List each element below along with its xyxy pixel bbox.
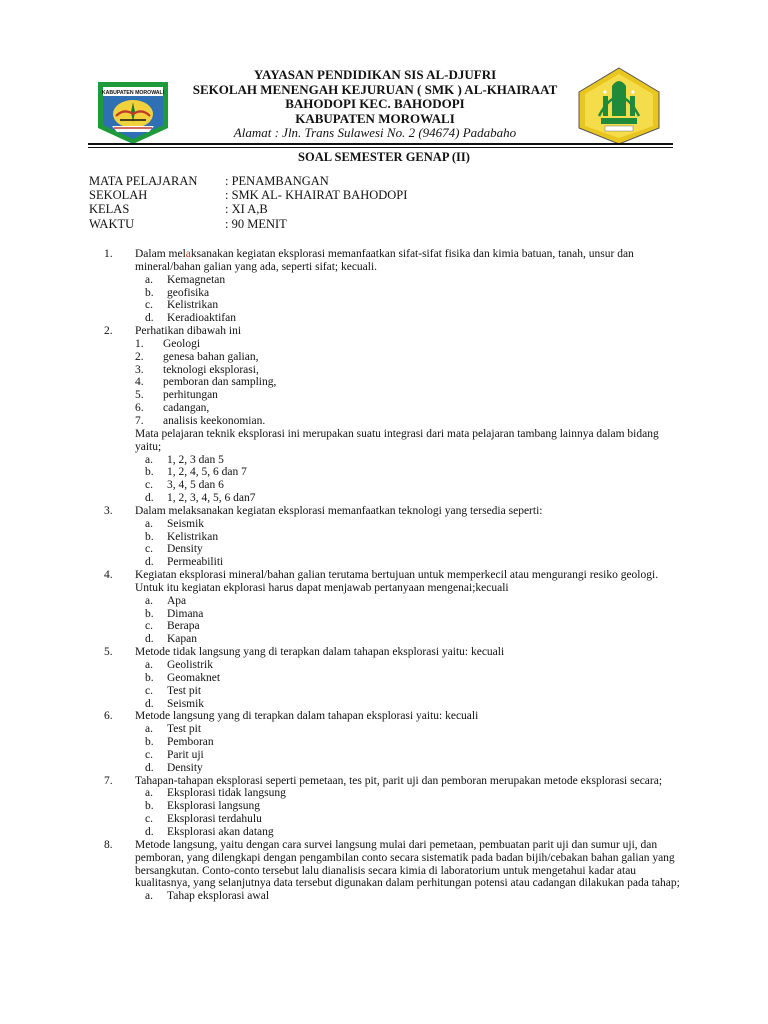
- option-label: c.: [145, 684, 153, 697]
- option: [135, 518, 684, 531]
- option: [135, 287, 684, 300]
- option-text: Parit uji: [167, 748, 204, 761]
- info-value: : PENAMBANGAN: [225, 174, 329, 188]
- option: [135, 800, 684, 813]
- question-body: [135, 505, 684, 569]
- highlighted-letter: a: [185, 248, 191, 260]
- option: [135, 479, 684, 492]
- option-text: geofisika: [167, 286, 210, 299]
- option-label: a.: [145, 273, 153, 286]
- option-label: a.: [145, 453, 153, 466]
- option-text: Eksplorasi langsung: [167, 800, 260, 813]
- info-key: MATA PELAJARAN: [89, 174, 198, 188]
- question-text: Metode langsung yang di terapkan dalam tahapan eksplorasi yaitu: kecuali: [135, 710, 479, 723]
- option-text: Test pit: [167, 723, 202, 736]
- option-label: c.: [145, 748, 153, 761]
- option-label: b.: [145, 800, 154, 813]
- question-text-part: Dalam mel: [135, 248, 186, 260]
- header-rule-thick: [88, 143, 673, 145]
- option: [135, 492, 684, 505]
- option-label: a.: [145, 594, 153, 607]
- option-text: Kemagnetan: [167, 273, 226, 286]
- option: [135, 543, 684, 556]
- list-item-number: 4.: [135, 376, 144, 389]
- question-text: Tahapan-tahapan eksplorasi seperti pemetaan, tes pit, parit uji dan pemboran merupakan metode eksplorasi secara;: [135, 774, 663, 787]
- question-body: [135, 839, 684, 903]
- option-text: Tahap eksplorasi awal: [167, 890, 270, 903]
- question-text: Kegiatan eksplorasi mineral/bahan galian terutama bertujuan untuk memperkecil atau mengurangi resiko geologi. Untuk itu kegiatan ekplorasi harus dapat menjawab pertanyaan mengenai;kecuali: [135, 569, 659, 594]
- option-label: a.: [145, 723, 153, 736]
- option-label: d.: [145, 312, 154, 325]
- option-label: b.: [145, 607, 154, 620]
- option: [135, 454, 684, 467]
- question-body: [135, 325, 684, 505]
- option-label: d.: [145, 761, 154, 774]
- question-text: Metode langsung, yaitu dengan cara survei langsung mulai dari pemetaan, pembuatan parit uji dan sumur uji, dan pemboran, yang dilengkapi dengan pengambilan conto secara sistematik pada badan bijih/cebakan bahan galian yang bersangkutan. Conto-conto tersebut lalu dianalisis secara kimia di laboratorium untuk mengetahui kadar atau kualitasnya, yang selanjutnya data tersebut digunakan dalam perhitungan potensi atau cadangan dilakukan pada tahap;: [135, 838, 680, 890]
- option-text: Test pit: [167, 684, 202, 697]
- question-4: [104, 569, 684, 646]
- info-row-school: [89, 188, 407, 202]
- option: [135, 299, 684, 312]
- option-label: c.: [145, 620, 153, 633]
- option: [135, 826, 684, 839]
- list-item: [135, 351, 684, 364]
- info-row-subject: [89, 174, 407, 188]
- list-item: [135, 338, 684, 351]
- list-item: [135, 364, 684, 377]
- question-number: 8.: [104, 838, 113, 851]
- list-item-text: pemboran dan sampling,: [163, 376, 277, 389]
- list-item: [135, 402, 684, 415]
- option-label: d.: [145, 825, 154, 838]
- option: [135, 698, 684, 711]
- option-label: c.: [145, 813, 153, 826]
- option: [135, 620, 684, 633]
- question-text-part: ksanakan kegiatan eksplorasi memanfaatkan sifat-sifat fisika dan kimia batuan, tanah, unsur dan mineral/bahan galian yang ada, seperti sifat; kecuali.: [135, 248, 634, 273]
- option-text: Eksplorasi tidak langsung: [167, 787, 286, 800]
- option-label: b.: [145, 530, 154, 543]
- question-number: 7.: [104, 774, 113, 787]
- question-number: 2.: [104, 325, 113, 338]
- option: [135, 736, 684, 749]
- option: [135, 685, 684, 698]
- header-rule-thin: [88, 147, 673, 148]
- option-label: c.: [145, 299, 153, 312]
- question-text: Dalam melaksanakan kegiatan eksplorasi memanfaatkan teknologi yang tersedia seperti:: [135, 504, 543, 517]
- option-text: Apa: [167, 594, 187, 607]
- option: [135, 531, 684, 544]
- school-address: Alamat : Jln. Trans Sulawesi No. 2 (94674) Padabaho: [233, 125, 517, 140]
- option-label: a.: [145, 517, 153, 530]
- question-number: 3.: [104, 504, 113, 517]
- option: [135, 556, 684, 569]
- option-text: Geolistrik: [167, 659, 213, 671]
- option: [135, 762, 684, 775]
- info-row-class: [89, 202, 407, 216]
- list-item-number: 6.: [135, 402, 144, 415]
- info-value: : SMK AL- KHAIRAT BAHODOPI: [225, 188, 408, 203]
- option-label: b.: [145, 286, 154, 299]
- option-label: b.: [145, 736, 154, 749]
- option: [135, 749, 684, 762]
- question-8: [104, 839, 684, 903]
- option-text: Berapa: [167, 620, 200, 633]
- option-label: c.: [145, 479, 153, 492]
- alkhairaat-emblem: [577, 66, 661, 146]
- option-label: d.: [145, 697, 154, 710]
- letterhead: [0, 0, 768, 150]
- option-label: a.: [145, 659, 153, 671]
- question-list: [104, 248, 684, 903]
- info-value: : 90 MENIT: [225, 216, 287, 231]
- option-text: Kelistrikan: [167, 299, 219, 312]
- question-body: [135, 710, 684, 774]
- question-number: 5.: [104, 646, 113, 659]
- school-name: SEKOLAH MENENGAH KEJURUAN ( SMK ) AL-KHAIRAAT: [192, 81, 558, 97]
- option-label: d.: [145, 492, 154, 505]
- question-1: [104, 248, 684, 325]
- list-item: [135, 415, 684, 428]
- question-text: Perhatikan dibawah ini: [135, 325, 242, 338]
- question-7: [104, 775, 684, 839]
- list-item-number: 1.: [135, 337, 144, 350]
- option: [135, 274, 684, 287]
- exam-title: SOAL SEMESTER GENAP (II): [298, 150, 470, 164]
- option-text: Geomaknet: [167, 671, 221, 684]
- option-label: b.: [145, 466, 154, 479]
- option: [135, 659, 684, 672]
- option: [135, 466, 684, 479]
- option: [135, 595, 684, 608]
- option-text: 1, 2, 3 dan 5: [167, 453, 224, 466]
- option: [135, 608, 684, 621]
- question-body: [135, 646, 684, 710]
- question-5: [104, 646, 684, 710]
- option-text: 1, 2, 3, 4, 5, 6 dan7: [167, 492, 256, 505]
- list-item-text: analisis keekonomian.: [163, 414, 266, 427]
- morowali-regency-logo: [94, 76, 172, 146]
- info-key: KELAS: [89, 202, 130, 217]
- option-text: Density: [167, 761, 203, 774]
- option-label: b.: [145, 671, 154, 684]
- list-item-text: genesa bahan galian,: [163, 350, 259, 363]
- option-label: c.: [145, 543, 153, 556]
- school-location: BAHODOPI KEC. BAHODOPI: [285, 96, 465, 111]
- option-text: Seismik: [167, 517, 205, 530]
- option-label: a.: [145, 890, 153, 903]
- list-item-number: 7.: [135, 414, 144, 427]
- question-6: [104, 710, 684, 774]
- list-item: [135, 389, 684, 402]
- option-label: d.: [145, 556, 154, 569]
- option-text: 1, 2, 4, 5, 6 dan 7: [167, 466, 247, 479]
- question-body: [135, 248, 684, 325]
- option-text: 3, 4, 5 dan 6: [167, 479, 224, 492]
- option-label: d.: [145, 633, 154, 646]
- list-item-number: 5.: [135, 389, 144, 402]
- info-key: SEKOLAH: [89, 188, 148, 203]
- question-number: 4.: [104, 569, 113, 582]
- option: [135, 633, 684, 646]
- list-item-text: cadangan,: [163, 402, 210, 415]
- question-number: 1.: [104, 248, 113, 260]
- option-text: Keradioaktifan: [167, 312, 236, 325]
- option: [135, 787, 684, 800]
- foundation-name: YAYASAN PENDIDIKAN SIS AL-DJUFRI: [253, 67, 497, 82]
- list-item-number: 3.: [135, 363, 144, 376]
- option-text: Kapan: [167, 633, 198, 646]
- option: [135, 723, 684, 736]
- list-item: [135, 376, 684, 389]
- question-text: Metode tidak langsung yang di terapkan dalam tahapan eksplorasi yaitu: kecuali: [135, 646, 505, 659]
- option-text: Permeabiliti: [167, 556, 224, 569]
- regency-name: KABUPATEN MOROWALI: [295, 110, 455, 126]
- option-text: Eksplorasi terdahulu: [167, 813, 262, 826]
- option-text: Seismik: [167, 697, 205, 710]
- question-body: [135, 569, 684, 646]
- option: [135, 672, 684, 685]
- list-item-text: teknologi eksplorasi,: [163, 363, 259, 376]
- list-item-text: perhitungan: [163, 389, 218, 402]
- option: [135, 813, 684, 826]
- option-text: Pemboran: [167, 736, 214, 749]
- option-text: Eksplorasi akan datang: [167, 825, 274, 838]
- info-value: : XI A,B: [225, 202, 268, 217]
- option-text: Dimana: [167, 607, 204, 620]
- info-key: WAKTU: [89, 216, 135, 231]
- list-item-text: Geologi: [163, 337, 201, 350]
- option: [135, 312, 684, 325]
- question-2: [104, 325, 684, 505]
- option-label: a.: [145, 787, 153, 800]
- question-number: 6.: [104, 710, 113, 723]
- list-item-number: 2.: [135, 350, 144, 363]
- school-heading: [180, 68, 570, 141]
- logo-left-caption: KABUPATEN MOROWALI: [101, 90, 165, 96]
- option: [135, 890, 684, 903]
- question-body: [135, 775, 684, 839]
- question-3: [104, 505, 684, 569]
- option-text: Density: [167, 543, 203, 556]
- question-text: [135, 248, 684, 274]
- exam-info: [89, 174, 407, 231]
- info-row-time: [89, 217, 407, 231]
- question-text: Mata pelajaran teknik eksplorasi ini merupakan suatu integrasi dari mata pelajaran tambang lainnya dalam bidang yaitu;: [135, 427, 659, 453]
- option-text: Kelistrikan: [167, 530, 219, 543]
